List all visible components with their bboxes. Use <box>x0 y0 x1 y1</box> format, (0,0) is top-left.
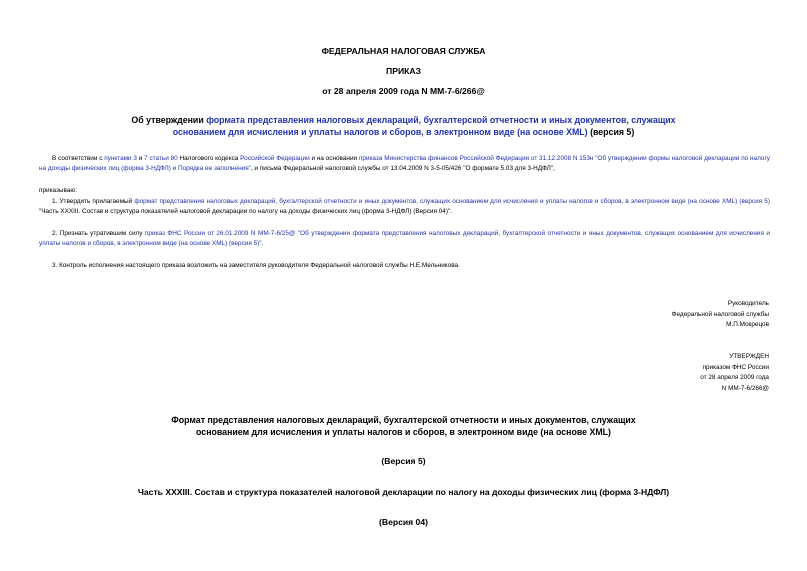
item-2-paragraph <box>39 229 770 249</box>
link-points-3[interactable]: пунктами 3 <box>104 155 137 162</box>
signature-agency: Федеральной налоговой службы <box>671 310 769 318</box>
link-article-80[interactable]: 7 статьи 80 <box>144 155 178 162</box>
signature-position: Руководитель <box>727 300 769 307</box>
approval-date: от 28 апреля 2009 года <box>700 374 769 381</box>
link-russian-federation[interactable]: Российской Федерации <box>240 155 310 162</box>
order-title <box>128 114 679 138</box>
order-word: приказываю: <box>39 187 77 194</box>
item-3-paragraph: 3. Контроль исполнения настоящего приказа возложить на заместителя руководителя Федеральной налоговой службы Н.Е.Мельникова. <box>52 262 460 269</box>
format-title: Формат представления налоговых деклараций, бухгалтерской отчетности и иных документов, служащих основанием для исчисления и уплаты налогов и сборов, в электронном виде (на основе XML) <box>171 415 636 437</box>
agency-heading: ФЕДЕРАЛЬНАЯ НАЛОГОВАЯ СЛУЖБА <box>321 46 486 56</box>
doc-type-heading: ПРИКАЗ <box>386 66 421 76</box>
item-2-text-1: 2. Признать утратившим силу <box>52 230 145 237</box>
preamble-text-3: Налогового кодекса <box>177 155 241 162</box>
link-fns-order-25[interactable]: приказ ФНС России от 26.01.2009 N ММ-7-6/25@ "Об утверждении формата представления налоговых деклараций, бухгалтерской отчетности и иных документов, служащих основанием для исчисления и уплаты налогов и сборов, в электронном виде (на основе XML) (версия 5)" <box>39 230 770 247</box>
preamble-text-2: и <box>136 155 145 162</box>
format-version: (Версия 5) <box>381 456 426 466</box>
approval-number: N ММ-7-6/266@ <box>721 384 769 392</box>
link-approved-format[interactable]: формат представления налоговых деклараций, бухгалтерской отчетности и иных документов, служащих основанием для исчисления и уплаты налогов и сборов, в электронном виде (на основе XML) (версия 5) <box>134 198 770 205</box>
part-version: (Версия 04) <box>379 517 428 527</box>
item-1-paragraph <box>39 197 770 217</box>
preamble-text-4: и на основании <box>309 155 359 162</box>
approval-by: приказом ФНС России <box>702 363 769 371</box>
order-title-suffix: (версия 5) <box>587 127 635 137</box>
link-minfin-order[interactable]: приказа Министерства финансов Российской Федерации от 31.12.2008 N 153н "Об утверждении формы налоговой декларации по налогу на доходы физических лиц (форма 3-НДФЛ) и Порядка ее заполнения" <box>39 155 770 172</box>
order-title-link[interactable]: формата представления налоговых деклараций, бухгалтерской отчетности и иных документов, служащих основанием для исчисления и уплаты налогов и сборов, в электронном виде (на основе XML) <box>172 115 676 137</box>
preamble-text-5: , и письма Федеральной налоговой службы от 13.04.2009 N 3-5-05/426 "О формате 5.03 для 3-НДФЛ", <box>250 165 555 172</box>
order-title-prefix: Об утверждении <box>131 115 207 125</box>
approval-block <box>700 352 769 394</box>
preamble-text-1: В соответствии с <box>52 155 105 162</box>
signature-block <box>672 299 769 331</box>
item-2-text-2: . <box>261 240 264 247</box>
item-1-text-2: "Часть XXXIII. Состав и структура показателей налоговой декларации по налогу на доходы физических лиц (форма 3-НДФЛ) (Версия 04)". <box>39 208 453 215</box>
approval-status: УТВЕРЖДЕН <box>729 353 769 360</box>
part-title: Часть XXXIII. Состав и структура показателей налоговой декларации по налогу на доходы физических лиц (форма 3-НДФЛ) <box>137 487 670 497</box>
preamble-paragraph <box>39 154 770 174</box>
item-1-text-1: 1. Утвердить прилагаемый <box>52 198 135 205</box>
signature-name: М.П.Мокрецов <box>726 321 769 328</box>
doc-date-number: от 28 апреля 2009 года N ММ-7-6/266@ <box>322 86 485 96</box>
